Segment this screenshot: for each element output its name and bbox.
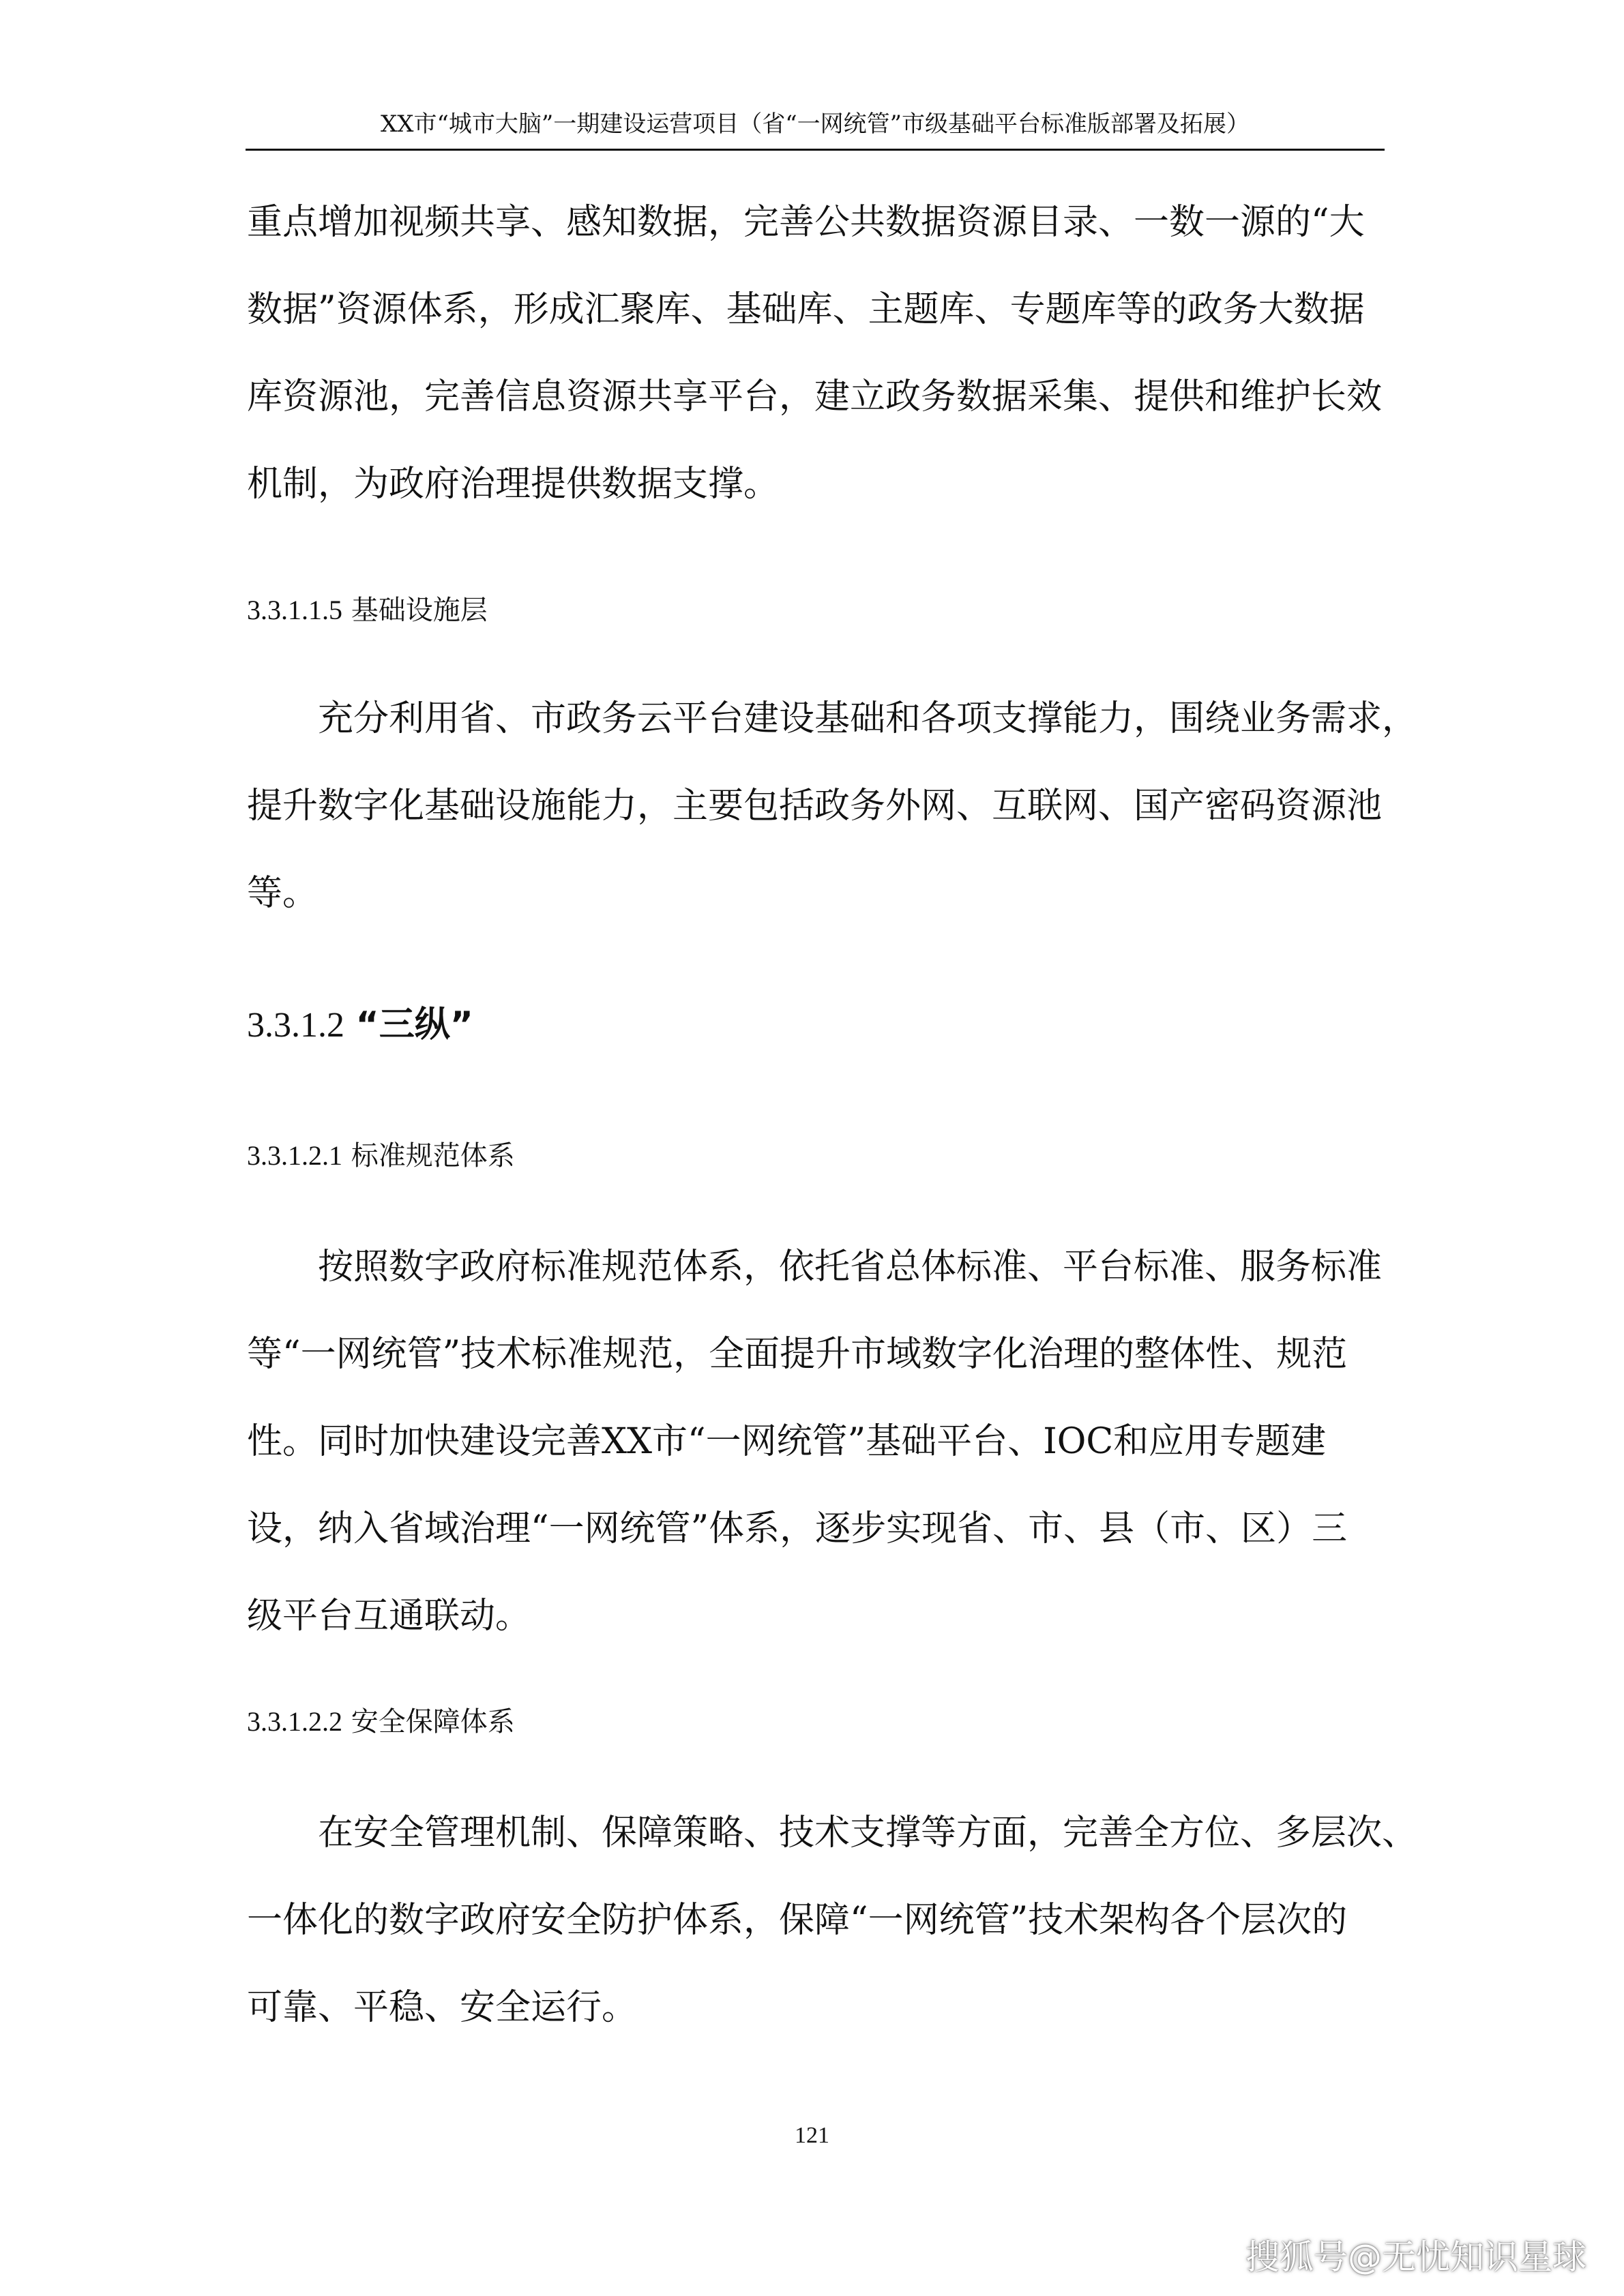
paragraph-security (247, 1789, 1418, 2051)
section-heading-3-3-1-2-2 (247, 1701, 515, 1742)
section-heading-3-3-1-2-1 (247, 1135, 515, 1176)
section-title: 安全保障体系 (351, 1706, 515, 1738)
section-number: 3.3.1.2 (247, 1006, 344, 1045)
section-title: 基础设施层 (351, 595, 488, 626)
section-heading-3-3-1-2 (247, 1000, 473, 1050)
paragraph-line: 可靠、平稳、安全运行。 (247, 1987, 638, 2028)
paragraph-line: 充分利用省、市政务云平台建设基础和各项支撑能力，围绕业务需求， (318, 698, 1418, 739)
section-title: “三纵” (355, 1004, 473, 1045)
paragraph-line: 库资源池，完善信息资源共享平台，建立政务数据采集、提供和维护长效 (247, 376, 1383, 417)
paragraph-line: 等“一网统管”技术标准规范，全面提升市域数字化治理的整体性、规范 (247, 1334, 1348, 1375)
paragraph-infrastructure (247, 675, 1418, 937)
paragraph-line: 按照数字政府标准规范体系，依托省总体标准、平台标准、服务标准 (318, 1247, 1383, 1287)
paragraph-standards (247, 1223, 1393, 1660)
paragraph-line: 机制，为政府治理提供数据支撑。 (247, 464, 780, 505)
paragraph-data-layer (247, 179, 1393, 528)
paragraph-line: 级平台互通联动。 (247, 1596, 531, 1637)
paragraph-line: 重点增加视频共享、感知数据，完善公共数据资源目录、一数一源的“大 (247, 202, 1365, 243)
paragraph-line: 数据”资源体系，形成汇聚库、基础库、主题库、专题库等的政务大数据 (247, 289, 1365, 330)
paragraph-line: 提升数字化基础设施能力，主要包括政务外网、互联网、国产密码资源池 (247, 786, 1383, 826)
section-title: 标准规范体系 (351, 1140, 515, 1172)
paragraph-line: 一体化的数字政府安全防护体系，保障“一网统管”技术架构各个层次的 (247, 1900, 1348, 1941)
header-rule (246, 149, 1385, 151)
running-header: XX市“城市大脑”一期建设运营项目（省“一网统管”市级基础平台标准版部署及拓展） (381, 110, 1250, 138)
page-number: 121 (795, 2123, 829, 2148)
paragraph-line: 性。同时加快建设完善XX市“一网统管”基础平台、IOC和应用专题建 (247, 1421, 1327, 1462)
section-number: 3.3.1.2.1 (247, 1140, 342, 1171)
paragraph-line: 在安全管理机制、保障策略、技术支撑等方面，完善全方位、多层次、 (318, 1813, 1418, 1853)
watermark: 搜狐号@无忧知识星球 (1245, 2237, 1586, 2277)
paragraph-line: 设，纳入省域治理“一网统管”体系，逐步实现省、市、县（市、区）三 (247, 1508, 1348, 1549)
section-heading-3-3-1-1-5 (247, 590, 488, 631)
paragraph-line: 等。 (247, 873, 319, 914)
section-number: 3.3.1.2.2 (247, 1706, 342, 1737)
section-number: 3.3.1.1.5 (247, 595, 342, 625)
